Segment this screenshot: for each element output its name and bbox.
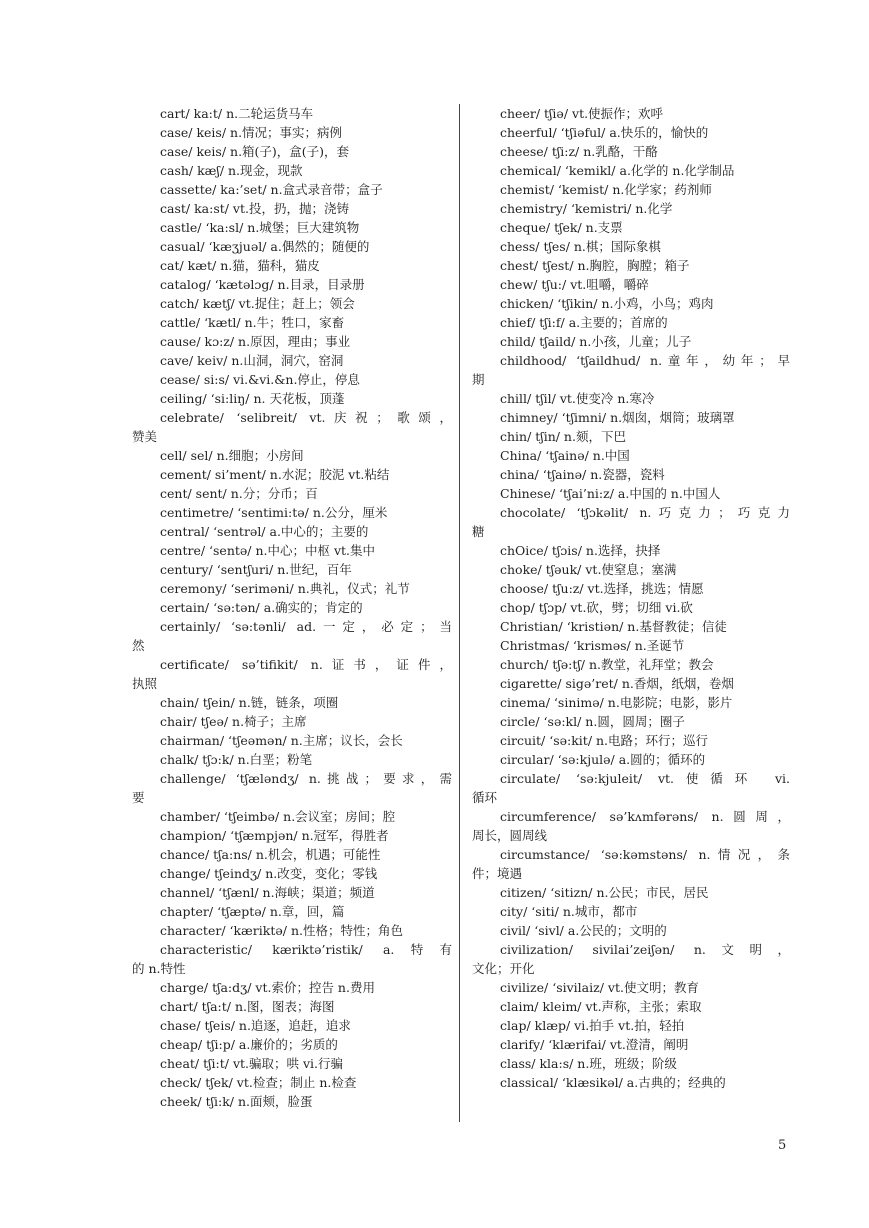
- vocab-entry: chief/ tʃi:f/ a.主要的；首席的: [500, 315, 668, 330]
- vocab-entry: celebrate/ ‘selibreit/ vt.庆祝；歌颂，: [160, 410, 452, 425]
- vocab-entry: cassette/ ka:’set/ n.盒式录音带；盒子: [160, 182, 383, 197]
- vocab-entry: citizen/ ‘sitizn/ n.公民；市民，居民: [500, 885, 709, 900]
- vocab-entry: cheque/ tʃek/ n.支票: [500, 220, 623, 235]
- vocab-entry: chapter/ ‘tʃæptə/ n.章，回，篇: [160, 904, 345, 919]
- vocab-entry: Chinese/ ‘tʃai’ni:z/ a.中国的 n.中国人: [500, 486, 721, 501]
- vocab-entry: cat/ kæt/ n.猫，猫科，猫皮: [160, 258, 320, 273]
- vocab-entry: charge/ tʃa:dʒ/ vt.索价；控告 n.费用: [160, 980, 375, 995]
- vocab-entry: cease/ si:s/ vi.&vi.&n.停止，停息: [160, 372, 360, 387]
- vocab-entry: child/ tʃaild/ n.小孩，儿童；儿子: [500, 334, 692, 349]
- vocab-entry: champion/ ‘tʃæmpjən/ n.冠军，得胜者: [160, 828, 389, 843]
- vocab-entry: cheer/ tʃiə/ vt.使振作；欢呼: [500, 106, 664, 121]
- vocab-entry: chamber/ ‘tʃeimbə/ n.会议室；房间；腔: [160, 809, 396, 824]
- vocab-entry: characteristic/ kæriktə’ristik/ a.特有: [160, 942, 452, 957]
- column-divider: [459, 104, 460, 1122]
- vocab-entry: chemist/ ‘kemist/ n.化学家；药剂师: [500, 182, 712, 197]
- vocab-entry-continuation: 循环: [472, 790, 498, 805]
- vocab-entry: case/ keis/ n.箱(子)，盒(子)，套: [160, 144, 350, 159]
- vocab-entry: channel/ ‘tʃænl/ n.海峡；渠道；频道: [160, 885, 375, 900]
- vocab-entry: castle/ ‘ka:sl/ n.城堡；巨大建筑物: [160, 220, 360, 235]
- vocab-entry: challenge/ ‘tʃæləndʒ/ n.挑战；要求，需: [160, 771, 452, 786]
- vocab-entry-continuation: 然: [132, 638, 145, 653]
- vocab-entry: cell/ sel/ n.细胞；小房间: [160, 448, 304, 463]
- vocab-entry: cement/ si’ment/ n.水泥；胶泥 vt.粘结: [160, 467, 390, 482]
- vocab-entry: chicken/ ‘tʃikin/ n.小鸡，小鸟；鸡肉: [500, 296, 714, 311]
- vocab-entry: character/ ‘kæriktə/ n.性格；特性；角色: [160, 923, 403, 938]
- vocab-entry: circle/ ‘sə:kl/ n.圆，圆周；圈子: [500, 714, 685, 729]
- vocab-entry: cart/ ka:t/ n.二轮运货马车: [160, 106, 314, 121]
- right-column: [472, 104, 790, 1092]
- vocab-entry: chalk/ tʃɔ:k/ n.白垩；粉笔: [160, 752, 313, 767]
- vocab-entry: choke/ tʃəuk/ vt.使窒息；塞满: [500, 562, 677, 577]
- vocab-entry: cast/ ka:st/ vt.投，扔，抛；浇铸: [160, 201, 349, 216]
- vocab-entry: church/ tʃə:tʃ/ n.教堂，礼拜堂；教会: [500, 657, 714, 672]
- vocab-entry: China/ ‘tʃainə/ n.中国: [500, 448, 630, 463]
- vocab-entry: china/ ‘tʃainə/ n.瓷器，瓷料: [500, 467, 665, 482]
- vocab-entry: clarify/ ‘klærifai/ vt.澄清，阐明: [500, 1037, 689, 1052]
- vocab-entry: chin/ tʃin/ n.颏，下巴: [500, 429, 626, 444]
- vocab-entry: clap/ klæp/ vi.拍手 vt.拍，轻拍: [500, 1018, 685, 1033]
- vocab-entry: circumference/ sə’kʌmfərəns/ n.圆周，: [500, 809, 790, 824]
- vocab-entry: chess/ tʃes/ n.棋；国际象棋: [500, 239, 661, 254]
- vocab-entry-continuation: 赞美: [132, 429, 158, 444]
- vocab-entry-continuation: 周长，圆周线: [472, 828, 548, 843]
- vocab-entry: civil/ ‘sivl/ a.公民的；文明的: [500, 923, 667, 938]
- page-number: 5: [778, 1138, 787, 1153]
- vocab-entry: cattle/ ‘kætl/ n.牛；牲口，家畜: [160, 315, 345, 330]
- vocab-entry: circulate/ ‘sə:kjuleit/ vt.使循环 vi.: [500, 771, 790, 786]
- vocab-entry: chest/ tʃest/ n.胸腔，胸膛；箱子: [500, 258, 690, 273]
- vocab-entry: chOice/ tʃɔis/ n.选择，抉择: [500, 543, 661, 558]
- vocab-entry: civilize/ ‘sivilaiz/ vt.使文明；教育: [500, 980, 699, 995]
- vocab-entry: chew/ tʃu:/ vt.咀嚼，嚼碎: [500, 277, 649, 292]
- vocab-entry: catch/ kætʃ/ vt.捉住；赶上；领会: [160, 296, 355, 311]
- vocab-entry: chocolate/ ‘tʃɔkəlit/ n.巧克力；巧克力: [500, 505, 790, 520]
- vocab-entry: circuit/ ‘sə:kit/ n.电路；环行；巡行: [500, 733, 709, 748]
- vocab-entry: Christian/ ‘kristiən/ n.基督教徒；信徒: [500, 619, 727, 634]
- vocab-entry: certificate/ sə’tifikit/ n.证书，证件，: [160, 657, 452, 672]
- vocab-entry: chemical/ ‘kemikl/ a.化学的 n.化学制品: [500, 163, 735, 178]
- vocab-entry: cheerful/ ‘tʃiəful/ a.快乐的，愉快的: [500, 125, 709, 140]
- left-column: [132, 104, 452, 1111]
- vocab-entry: cinema/ ‘sinimə/ n.电影院；电影，影片: [500, 695, 733, 710]
- vocab-entry: chase/ tʃeis/ n.追逐，追赶，追求: [160, 1018, 351, 1033]
- vocab-entry: centimetre/ ‘sentimi:tə/ n.公分，厘米: [160, 505, 388, 520]
- vocab-entry: cash/ kæʃ/ n.现金，现款: [160, 163, 303, 178]
- vocab-entry-continuation: 执照: [132, 676, 158, 691]
- vocab-entry: certainly/ ‘sə:tənli/ ad.一定，必定；当: [160, 619, 452, 634]
- vocab-entry: certain/ ‘sə:tən/ a.确实的；肯定的: [160, 600, 363, 615]
- vocab-entry: classical/ ‘klæsikəl/ a.古典的；经典的: [500, 1075, 726, 1090]
- vocab-entry: case/ keis/ n.情况；事实；病例: [160, 125, 343, 140]
- vocab-entry: circumstance/ ‘sə:kəmstəns/ n.情况，条: [500, 847, 790, 862]
- vocab-entry-continuation: 期: [472, 372, 485, 387]
- vocab-entry: chart/ tʃa:t/ n.图，图表；海图: [160, 999, 335, 1014]
- vocab-entry: chimney/ ‘tʃimni/ n.烟囱，烟筒；玻璃罩: [500, 410, 735, 425]
- vocab-entry: chop/ tʃɔp/ vt.砍，劈；切细 vi.砍: [500, 600, 693, 615]
- vocab-entry: cause/ kɔ:z/ n.原因，理由；事业: [160, 334, 351, 349]
- vocab-entry-continuation: 要: [132, 790, 145, 805]
- vocab-entry: century/ ‘sentʃuri/ n.世纪，百年: [160, 562, 352, 577]
- vocab-entry: circular/ ‘sə:kjulə/ a.圆的；循环的: [500, 752, 706, 767]
- vocab-entry-continuation: 糖: [472, 524, 485, 539]
- vocab-entry: cheat/ tʃi:t/ vt.骗取；哄 vi.行骗: [160, 1056, 344, 1071]
- vocab-entry: city/ ‘siti/ n.城市，都市: [500, 904, 638, 919]
- vocab-entry: catalog/ ‘kætəlɔg/ n.目录，目录册: [160, 277, 365, 292]
- vocab-entry: central/ ‘sentrəl/ a.中心的；主要的: [160, 524, 369, 539]
- vocab-entry: choose/ tʃu:z/ vt.选择，挑选；情愿: [500, 581, 704, 596]
- vocab-entry: cave/ keiv/ n.山洞，洞穴，窑洞: [160, 353, 344, 368]
- vocab-entry: cheese/ tʃi:z/ n.乳酪，干酪: [500, 144, 658, 159]
- vocab-entry: chair/ tʃeə/ n.椅子；主席: [160, 714, 307, 729]
- vocab-entry: ceremony/ ‘seriməni/ n.典礼，仪式；礼节: [160, 581, 410, 596]
- vocab-entry: chain/ tʃein/ n.链，链条，项圈: [160, 695, 339, 710]
- vocab-entry-continuation: 文化；开化: [472, 961, 535, 976]
- vocab-entry: cigarette/ sigə’ret/ n.香烟，纸烟，卷烟: [500, 676, 734, 691]
- vocab-entry: class/ kla:s/ n.班，班级；阶级: [500, 1056, 677, 1071]
- vocab-entry-continuation: 的 n.特性: [132, 961, 186, 976]
- vocab-entry: check/ tʃek/ vt.检查；制止 n.检查: [160, 1075, 357, 1090]
- vocab-entry: Christmas/ ‘krisməs/ n.圣诞节: [500, 638, 685, 653]
- vocab-entry: childhood/ ‘tʃaildhud/ n.童年，幼年；早: [500, 353, 790, 368]
- vocab-entry: chill/ tʃil/ vt.使变冷 n.寒冷: [500, 391, 655, 406]
- vocab-entry: ceiling/ ‘si:liŋ/ n. 天花板，顶蓬: [160, 391, 345, 406]
- vocab-entry: centre/ ‘sentə/ n.中心；中枢 vt.集中: [160, 543, 376, 558]
- vocab-entry: chance/ tʃa:ns/ n.机会，机遇；可能性: [160, 847, 381, 862]
- vocab-entry: cheap/ tʃi:p/ a.廉价的；劣质的: [160, 1037, 338, 1052]
- vocab-entry: claim/ kleim/ vt.声称，主张；索取: [500, 999, 702, 1014]
- vocab-entry-continuation: 件；境遇: [472, 866, 523, 881]
- vocab-entry: cheek/ tʃi:k/ n.面颊，脸蛋: [160, 1094, 313, 1109]
- vocab-entry: chairman/ ‘tʃeəmən/ n.主席；议长，会长: [160, 733, 403, 748]
- vocab-entry: chemistry/ ‘kemistri/ n.化学: [500, 201, 673, 216]
- vocab-entry: casual/ ‘kæʒjuəl/ a.偶然的；随便的: [160, 239, 370, 254]
- vocab-entry: cent/ sent/ n.分；分币；百: [160, 486, 318, 501]
- vocab-entry: change/ tʃeindʒ/ n.改变，变化；零钱: [160, 866, 378, 881]
- vocab-entry: civilization/ sivilai’zeiʃən/ n.文明，: [500, 942, 790, 957]
